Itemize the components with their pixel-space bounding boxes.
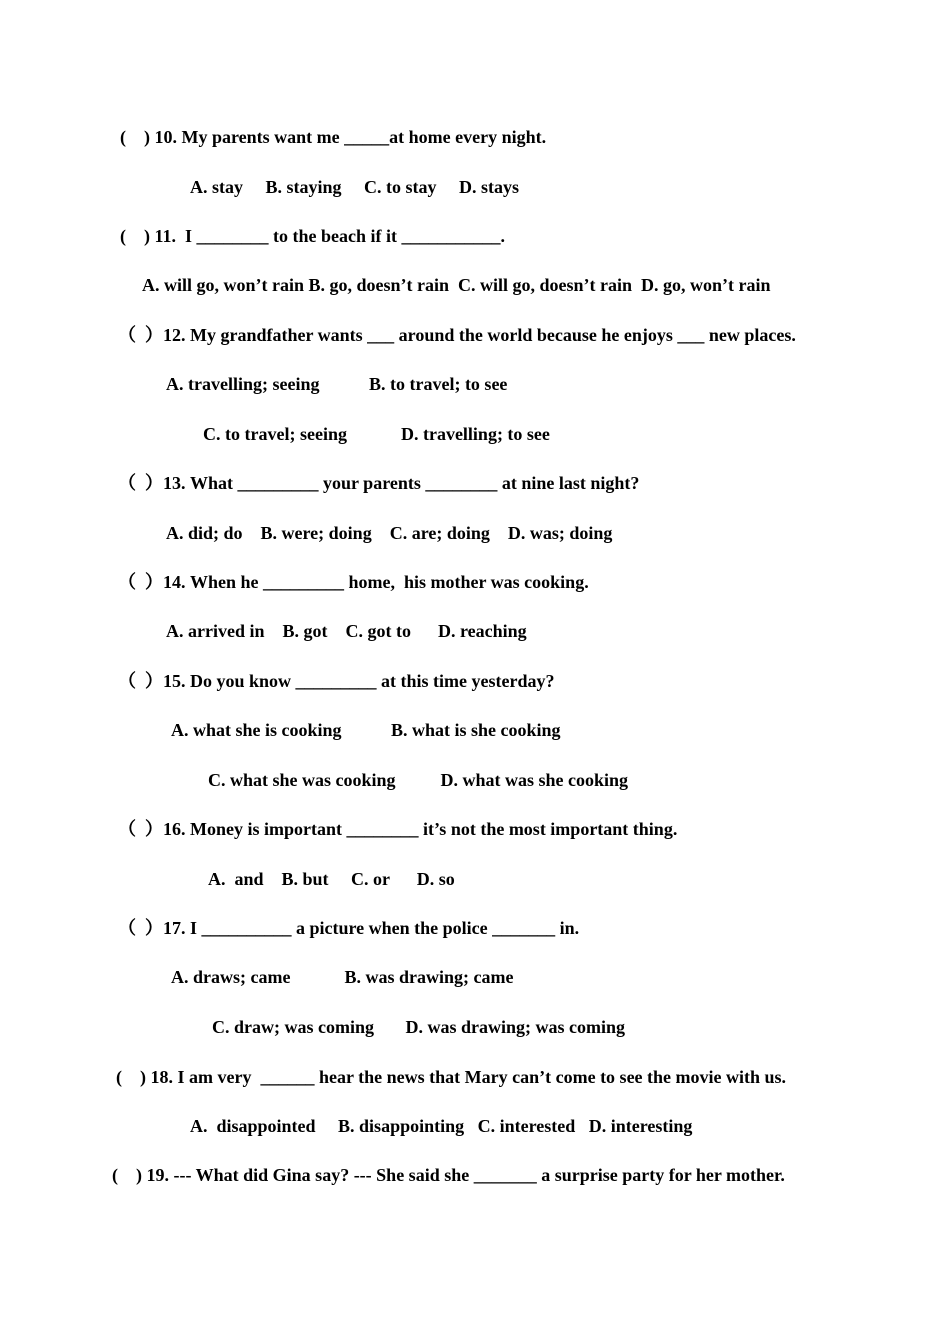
question-17-stem: （ ）17. I __________ a picture when the police _______ in. — [118, 918, 580, 938]
question-17-options-line-2: C. draw; was coming D. was drawing; was coming — [212, 1017, 625, 1037]
question-13-stem: （ ）13. What _________ your parents ________ at nine last night? — [118, 473, 640, 493]
question-13-options: A. did; do B. were; doing C. are; doing D. was; doing — [166, 523, 613, 543]
question-12-options-line-1: A. travelling; seeing B. to travel; to see — [166, 374, 508, 394]
question-12-options-line-2: C. to travel; seeing D. travelling; to see — [203, 424, 550, 444]
question-18-options: A. disappointed B. disappointing C. interested D. interesting — [190, 1116, 693, 1136]
question-14-stem: （ ）14. When he _________ home, his mother was cooking. — [118, 572, 589, 592]
question-11-options: A. will go, won’t rain B. go, doesn’t rain C. will go, doesn’t rain D. go, won’t rain — [142, 275, 771, 295]
question-19-stem: ( ) 19. --- What did Gina say? --- She said she _______ a surprise party for her mother. — [112, 1165, 785, 1185]
question-15-options-line-2: C. what she was cooking D. what was she cooking — [208, 770, 629, 790]
question-14-options: A. arrived in B. got C. got to D. reaching — [166, 621, 527, 641]
question-16-stem: （ ）16. Money is important ________ it’s not the most important thing. — [118, 819, 678, 839]
question-15-options-line-1: A. what she is cooking B. what is she cooking — [171, 720, 561, 740]
question-17-options-line-1: A. draws; came B. was drawing; came — [171, 967, 514, 987]
question-15-stem: （ ）15. Do you know _________ at this time yesterday? — [118, 671, 555, 691]
question-12-stem: （ ）12. My grandfather wants ___ around the world because he enjoys ___ new places. — [118, 325, 796, 345]
question-11-stem: ( ) 11. I ________ to the beach if it ___________. — [120, 226, 505, 246]
question-10-options: A. stay B. staying C. to stay D. stays — [190, 177, 520, 197]
question-10-stem: ( ) 10. My parents want me _____at home every night. — [120, 127, 547, 147]
question-18-stem: ( ) 18. I am very ______ hear the news that Mary can’t come to see the movie with us. — [116, 1067, 787, 1087]
question-16-options: A. and B. but C. or D. so — [208, 869, 455, 889]
